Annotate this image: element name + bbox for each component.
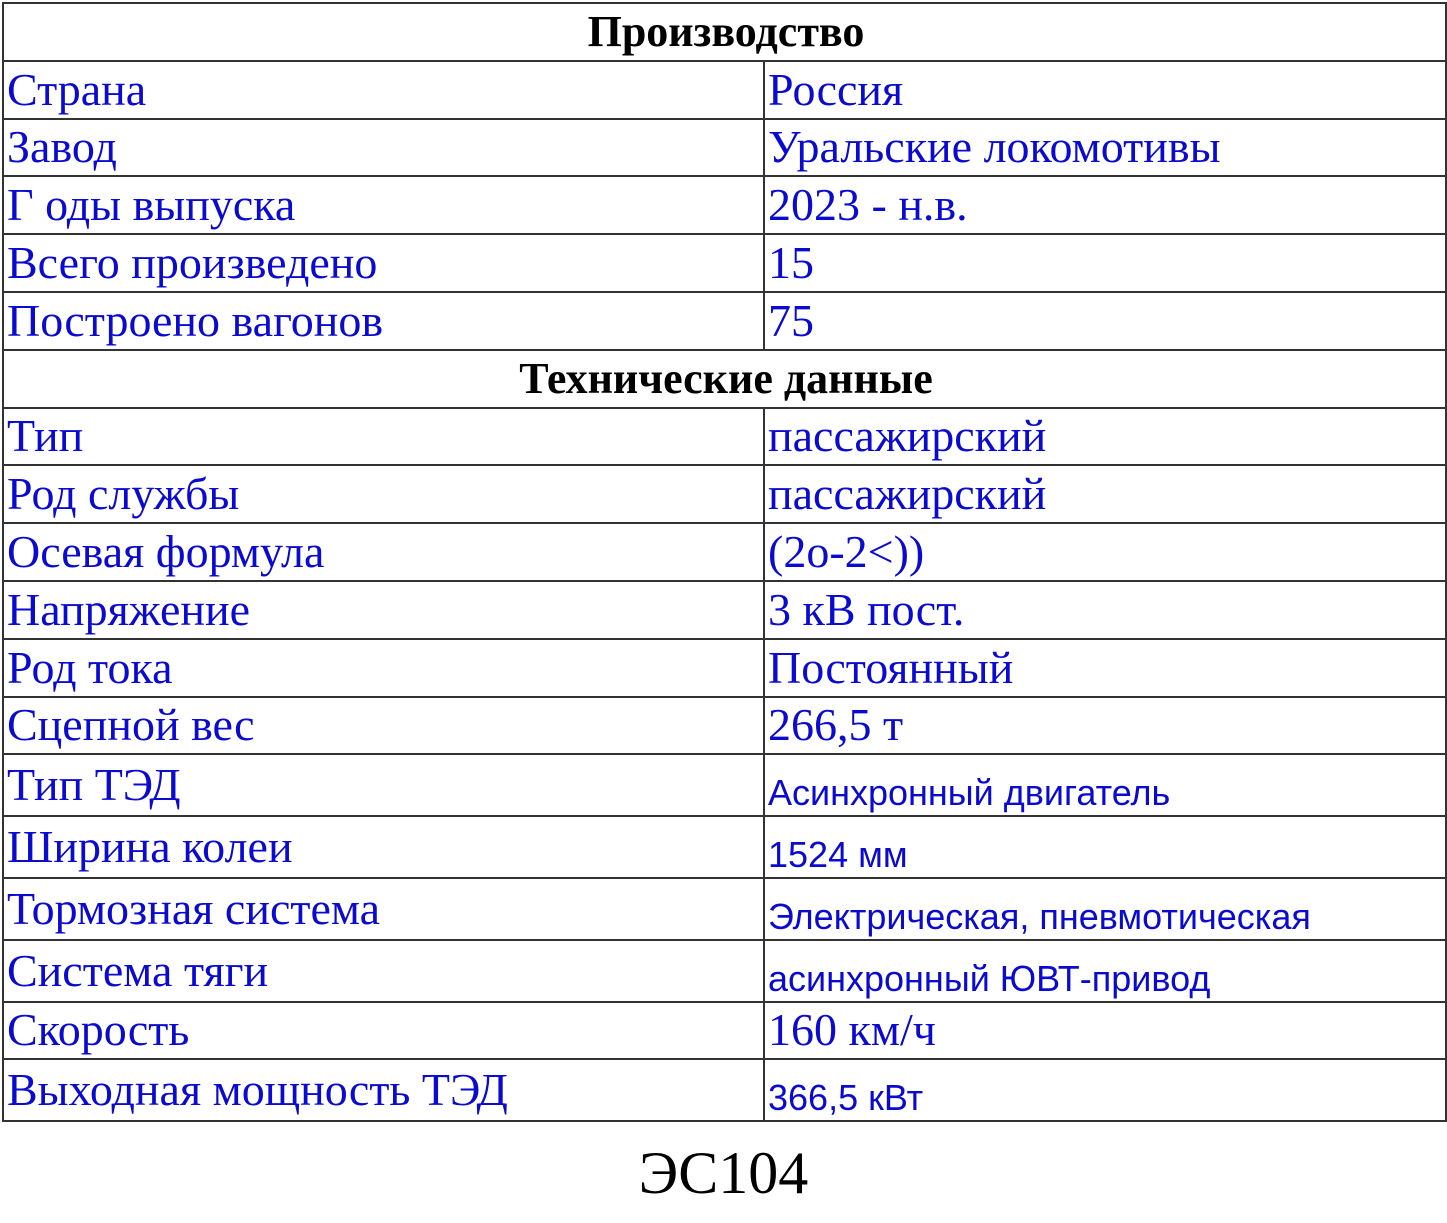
model-caption: ЭС104 (638, 1140, 809, 1206)
row-value: 160 км/ч (764, 1002, 1446, 1060)
row-value: Постоянный (764, 639, 1446, 697)
row-label: Род тока (3, 639, 764, 697)
table-row (3, 697, 1446, 755)
row-label: Г оды выпуска (3, 176, 764, 234)
row-label: Тип ТЭД (3, 754, 764, 816)
row-value: 366,5 кВт (764, 1059, 1446, 1121)
table-row (3, 292, 1446, 350)
spec-table (2, 2, 1447, 1122)
row-label: Ширина колеи (3, 816, 764, 878)
table-row (3, 940, 1446, 1002)
table-row (3, 465, 1446, 523)
row-value: пассажирский (764, 408, 1446, 466)
row-value: (2о-2<)) (764, 523, 1446, 581)
row-value: 2023 - н.в. (764, 176, 1446, 234)
table-row (3, 639, 1446, 697)
row-label: Тип (3, 408, 764, 466)
row-label: Род службы (3, 465, 764, 523)
table-row (3, 1002, 1446, 1060)
table-row (3, 754, 1446, 816)
table-row (3, 408, 1446, 466)
row-value: пассажирский (764, 465, 1446, 523)
row-value: Асинхронный двигатель (764, 754, 1446, 816)
table-row (3, 878, 1446, 940)
section-title: Производство (3, 3, 1446, 61)
row-value: 75 (764, 292, 1446, 350)
row-value: Россия (764, 61, 1446, 119)
section-title: Технические данные (3, 350, 1446, 408)
row-label: Сцепной вес (3, 697, 764, 755)
table-row (3, 234, 1446, 292)
row-label: Осевая формула (3, 523, 764, 581)
row-label: Тормозная система (3, 878, 764, 940)
row-value: Электрическая, пневмотическая (764, 878, 1446, 940)
table-row (3, 176, 1446, 234)
table-row (3, 523, 1446, 581)
row-value: 3 кВ пост. (764, 581, 1446, 639)
table-row (3, 61, 1446, 119)
row-label: Напряжение (3, 581, 764, 639)
table-row (3, 1059, 1446, 1121)
row-label: Построено вагонов (3, 292, 764, 350)
row-value: асинхронный ЮВТ-привод (764, 940, 1446, 1002)
row-label: Завод (3, 119, 764, 177)
row-value: 266,5 т (764, 697, 1446, 755)
table-row (3, 816, 1446, 878)
section-header-production (3, 3, 1446, 61)
table-row (3, 119, 1446, 177)
row-label: Страна (3, 61, 764, 119)
row-label: Всего произведено (3, 234, 764, 292)
section-header-technical (3, 350, 1446, 408)
row-value: Уральские локомотивы (764, 119, 1446, 177)
row-label: Система тяги (3, 940, 764, 1002)
table-row (3, 581, 1446, 639)
row-value: 1524 мм (764, 816, 1446, 878)
row-label: Скорость (3, 1002, 764, 1060)
row-value: 15 (764, 234, 1446, 292)
row-label: Выходная мощность ТЭД (3, 1059, 764, 1121)
